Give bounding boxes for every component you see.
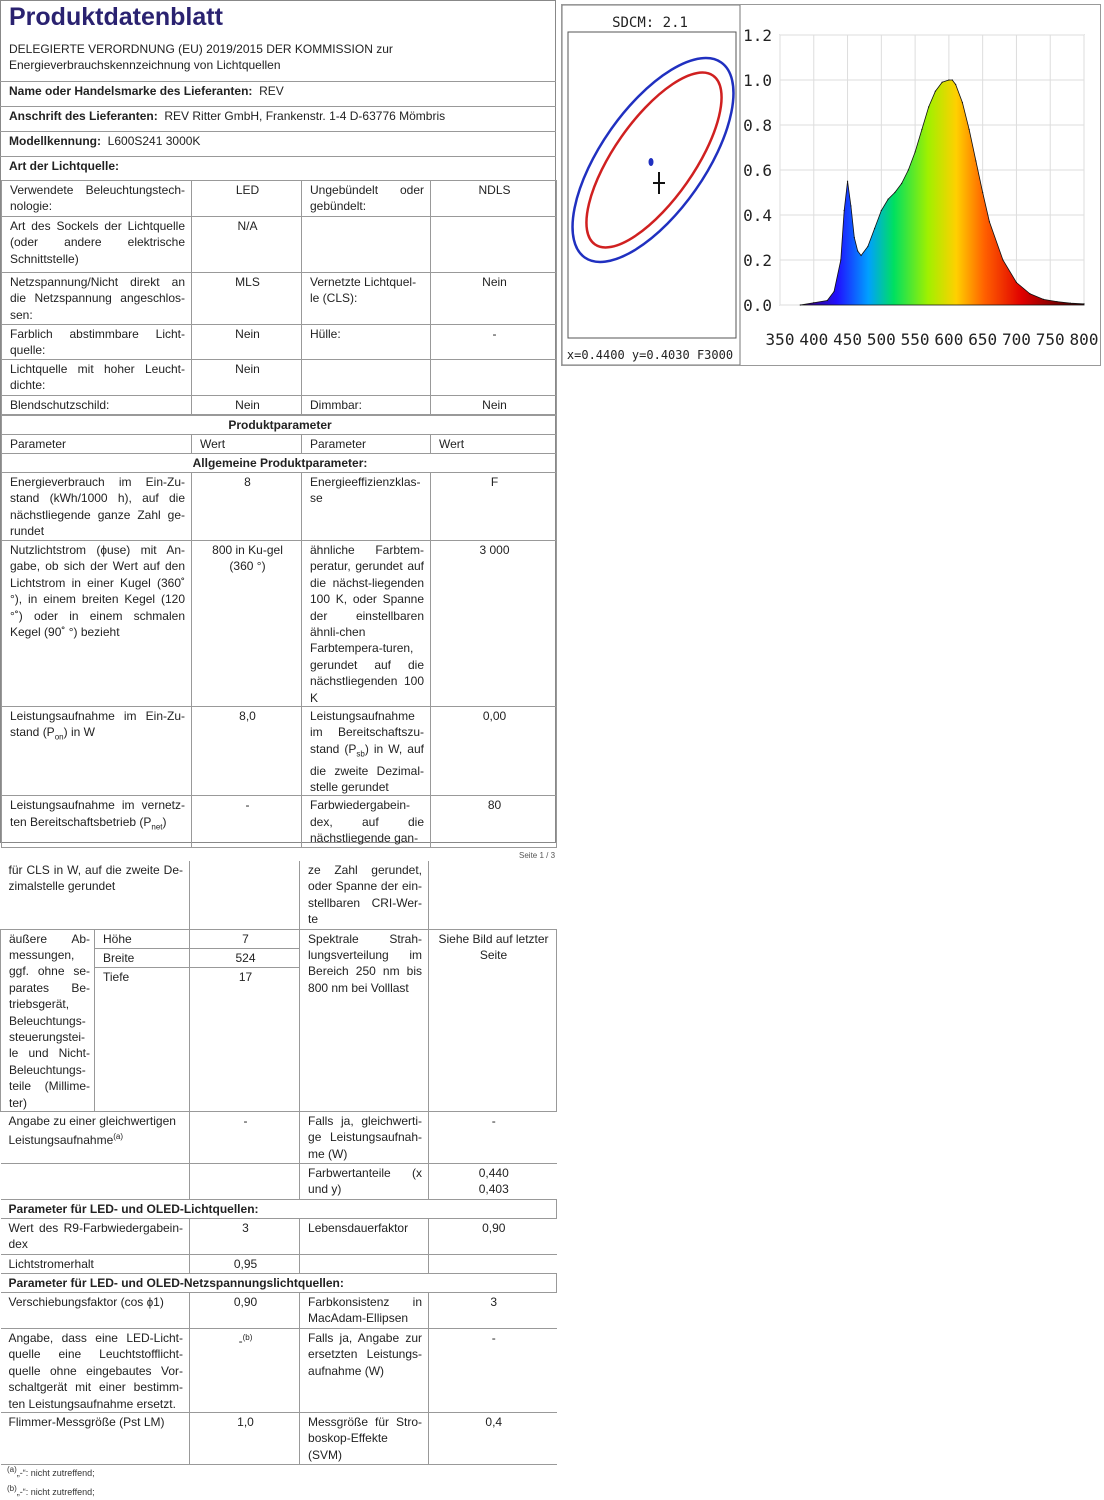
column-header: Wert	[431, 435, 557, 454]
value-cell	[429, 861, 557, 929]
value-cell: Siehe Bild auf letzter Seite	[429, 929, 557, 1111]
value-cell: Nein	[192, 360, 302, 396]
value-cell: -	[190, 1111, 300, 1163]
pnet-text: Leistungsaufnahme im vernetz-ten Bereitschaftsbetrieb (P	[10, 798, 185, 829]
spectrum-point	[867, 246, 868, 247]
param-cell	[2, 796, 192, 847]
spectrum-point	[1056, 301, 1057, 302]
value-cell: Nein	[431, 396, 557, 415]
footnote-mark: (a)	[7, 1465, 17, 1474]
column-header: Parameter	[302, 435, 431, 454]
param-cell: Art des Sockels der Lichtquelle (oder andere elektrische Schnittstelle)	[2, 217, 192, 273]
param-cell: Falls ja, Angabe zur ersetzten Leistungs-aufnahme (W)	[300, 1328, 429, 1412]
table-row	[2, 416, 557, 435]
value-cell: -	[431, 325, 557, 360]
footnote-text: „-“: nicht zutreffend;	[16, 1468, 95, 1478]
value-cell: Nein	[192, 396, 302, 415]
psb-text-2: ) in W, auf die zweite Dezimal-stelle gerundet	[310, 741, 424, 795]
footnote-ref: (b)	[242, 1332, 253, 1342]
value-cell: 0,90	[190, 1292, 300, 1328]
value-cell	[429, 1163, 557, 1199]
x-tick-label: 700	[1001, 330, 1031, 349]
value-cell: -	[192, 796, 302, 847]
value-cell: 8	[192, 473, 302, 541]
spectrum-point	[955, 84, 956, 85]
empty-cell	[190, 1163, 300, 1199]
param-cell: Farbwiedergabein-dex, auf die nächstliegende gan-	[302, 796, 431, 847]
spectrum-point	[908, 169, 909, 170]
dim-value: 524	[190, 948, 300, 967]
chroma-x: 0,440	[478, 1165, 509, 1180]
divider	[0, 81, 556, 82]
param-cell: Blendschutzschild:	[2, 396, 192, 415]
x-tick-label: 450	[833, 330, 863, 349]
param-cell: Wert des R9-Farbwiedergabein-dex	[1, 1218, 190, 1254]
value-cell: 3	[429, 1292, 557, 1328]
regulation-text: DELEGIERTE VERORDNUNG (EU) 2019/2015 DER KOMMISSION zur Energieverbrauchskennzeichnung von Lichtquellen	[9, 42, 393, 73]
param-cell	[2, 707, 192, 796]
spectrum-point	[854, 237, 855, 238]
spectrum-point	[844, 210, 845, 211]
pon-text-2: ) in W	[63, 725, 95, 740]
table-row	[2, 217, 557, 273]
spectrum-point	[800, 304, 801, 305]
divider	[0, 106, 556, 107]
divider	[0, 156, 556, 157]
value-cell: Nein	[192, 325, 302, 360]
spectrum-point	[1029, 293, 1030, 294]
y-tick-label: 1.0	[743, 71, 772, 90]
table-header-row	[2, 435, 557, 454]
product-table	[1, 415, 557, 848]
x-tick-label: 350	[765, 330, 795, 349]
table-row	[2, 541, 557, 707]
param-cell: Messgröße für Stro-boskop-Effekte (SVM)	[300, 1413, 429, 1465]
x-tick-label: 400	[799, 330, 829, 349]
value-cell: F	[431, 473, 557, 541]
page-number: Seite 1 / 3	[519, 851, 556, 860]
footnote-ref: (a)	[113, 1132, 124, 1142]
param-cell	[302, 217, 431, 273]
table-row	[2, 796, 557, 847]
spectrum-point	[1070, 303, 1071, 304]
param-cell: Verschiebungsfaktor (cos ɸ1)	[1, 1292, 190, 1328]
x-tick-label: 500	[866, 330, 896, 349]
pnet-text-2: )	[162, 814, 167, 829]
table-row	[1, 1413, 557, 1465]
spectrum-point	[942, 82, 943, 83]
value-cell: 0,95	[190, 1254, 300, 1273]
section-title: Produktparameter	[2, 416, 557, 435]
param-cell: Verwendete Beleuchtungstech-nologie:	[2, 181, 192, 217]
table-row	[1, 1199, 557, 1218]
footnote-a	[7, 1465, 95, 1478]
pon-sub: on	[54, 732, 64, 742]
spectrum-point	[813, 302, 814, 303]
y-tick-label: 0.4	[743, 206, 772, 225]
value-cell: LED	[192, 181, 302, 217]
sdcm-title: SDCM: 2.1	[612, 15, 688, 31]
spectrum-point	[962, 102, 963, 103]
spectrum-point	[952, 79, 953, 80]
value-cell	[431, 217, 557, 273]
brand-label: Name oder Handelsmarke des Lieferanten:	[9, 84, 253, 98]
param-cell: Energieverbrauch im Ein-Zu-stand (kWh/1000 h), auf die nächstliegende ganze Zahl ge-rundet	[2, 473, 192, 541]
param-cell: Farblich abstimmbare Licht-quelle:	[2, 325, 192, 360]
brand-value: REV	[259, 84, 284, 98]
y-tick-label: 0.0	[743, 296, 772, 315]
column-header: Parameter	[2, 435, 192, 454]
param-cell: Lebensdauerfaktor	[300, 1218, 429, 1254]
param-cell: äußere Ab-messungen, ggf. ohne se-parates Be-triebsgerät, Beleuchtungs-steuerungstei-le und Nicht-Beleuchtungs-teile (Millime-ter)	[1, 929, 95, 1111]
type-label: Art der Lichtquelle:	[9, 159, 120, 173]
table-row	[1, 1111, 557, 1163]
table-row	[1, 929, 557, 948]
footnote-mark: (b)	[7, 1484, 17, 1493]
y-tick-label: 0.6	[743, 161, 772, 180]
spectrum-svg	[562, 5, 1100, 365]
page-title: Produktdatenblatt	[9, 3, 223, 31]
chroma-point	[649, 158, 654, 166]
sdcm-caption: x=0.4400 y=0.4030 F3000	[566, 348, 734, 362]
spectrum-point	[850, 205, 851, 206]
empty-cell	[190, 986, 300, 1111]
dim-label: Breite	[95, 948, 190, 967]
param-cell: Hülle:	[302, 325, 431, 360]
chroma-y: 0,403	[478, 1182, 509, 1197]
spectrum-point	[982, 192, 983, 193]
param-cell: Netzspannung/Nicht direkt an die Netzspannung angeschlos-sen:	[2, 273, 192, 325]
brand-row	[9, 83, 284, 99]
psb-sub: sb	[356, 749, 365, 759]
value-cell: 0,4	[429, 1413, 557, 1465]
table-row	[2, 473, 557, 541]
spectrum-point	[1043, 299, 1044, 300]
footnote-b	[7, 1484, 95, 1497]
param-cell: Nutzlichtstrom (ɸuse) mit An-gabe, ob sich der Wert auf den Lichtstrom in einer Kugel (360˚ °), in einem breiten Kegel (120 °˚) oder in einem schmalen Kegel (90˚ °) bezieht	[2, 541, 192, 707]
address-row	[9, 108, 445, 124]
value-cell: 80	[431, 796, 557, 847]
table-row	[1, 1273, 557, 1292]
param-cell: Vernetzte Lichtquel-le (CLS):	[302, 273, 431, 325]
pnet-sub: net	[151, 822, 163, 832]
column-header: Wert	[192, 435, 302, 454]
param-cell	[302, 360, 431, 396]
psb-text: Leistungsaufnahme im Bereitschaftszu-stand (P	[310, 709, 424, 756]
table-row	[1, 1328, 557, 1412]
table-row	[1, 861, 557, 929]
pon-text: Leistungsaufnahme im Ein-Zu-stand (P	[10, 709, 185, 740]
table-row	[1, 1218, 557, 1254]
x-tick-label: 800	[1069, 330, 1099, 349]
table-row	[2, 325, 557, 360]
spectrum-point	[935, 91, 936, 92]
empty-cell	[300, 1254, 429, 1273]
empty-cell	[95, 986, 190, 1111]
spectrum-point	[948, 79, 949, 80]
x-tick-label: 600	[934, 330, 964, 349]
value-cell: 800 in Ku-gel (360 °)	[192, 541, 302, 707]
spectrum-point	[827, 300, 828, 301]
spectrum-point	[901, 183, 902, 184]
x-tick-label: 650	[968, 330, 998, 349]
param-cell: für CLS in W, auf die zweite De-zimalstelle gerundet	[1, 861, 190, 929]
param-cell: Flimmer-Messgröße (Pst LM)	[1, 1413, 190, 1465]
spectrum-point	[1083, 303, 1084, 304]
section-title: Allgemeine Produktparameter:	[2, 454, 557, 473]
footnote-text: „-“: nicht zutreffend;	[16, 1487, 95, 1497]
spectrum-figure	[561, 4, 1101, 366]
spectrum-point	[887, 199, 888, 200]
section-title: Parameter für LED- und OLED-Lichtquellen:	[1, 1199, 557, 1218]
y-tick-label: 0.2	[743, 251, 772, 270]
param-cell: Dimmbar:	[302, 396, 431, 415]
value-cell: 3 000	[431, 541, 557, 707]
dim-label: Höhe	[95, 929, 190, 948]
dim-value: 7	[190, 929, 300, 948]
param-cell: Farbkonsistenz in MacAdam-Ellipsen	[300, 1292, 429, 1328]
param-cell: Energieeffizienzklas-se	[302, 473, 431, 541]
table-row	[2, 707, 557, 796]
spectrum-point	[857, 250, 858, 251]
value-cell	[190, 861, 300, 929]
spectrum-point	[975, 160, 976, 161]
spectrum-point	[881, 210, 882, 211]
value-cell	[190, 1328, 300, 1412]
y-tick-label: 0.8	[743, 116, 772, 135]
spectrum-point	[847, 181, 848, 182]
table-row	[1, 1254, 557, 1273]
spectrum-point	[840, 259, 841, 260]
repl-value: -	[238, 1333, 243, 1348]
spectrum-point	[894, 192, 895, 193]
table-row	[2, 454, 557, 473]
value-cell: -	[429, 1328, 557, 1412]
param-cell: ähnliche Farbtem-peratur, gerundet auf die nächst-liegenden 100 K, oder Spanne der einstellbaren ähnli-chen Farbtempera-turen, gerundet auf die nächstliegenden 100 K	[302, 541, 431, 707]
param-cell: Farbwertanteile (x und y)	[300, 1163, 429, 1199]
value-cell: Nein	[431, 273, 557, 325]
value-cell: 1,0	[190, 1413, 300, 1465]
param-cell: Falls ja, gleichwerti-ge Leistungsaufnah-me (W)	[300, 1111, 429, 1163]
divider	[0, 131, 556, 132]
param-cell: Angabe, dass eine LED-Licht-quelle eine Leuchtstofflicht-quelle ohne eingebautes Vor-schaltgerät mit einer bestimm-ten Leistungsaufnahme ersetzt.	[1, 1328, 190, 1412]
table-row	[2, 360, 557, 396]
address-value: REV Ritter GmbH, Frankenstr. 1-4 D-63776 Mömbris	[164, 109, 446, 123]
value-cell: 8,0	[192, 707, 302, 796]
spectrum-point	[969, 129, 970, 130]
spectrum-point	[1002, 259, 1003, 260]
value-cell: -	[429, 1111, 557, 1163]
table-row	[2, 396, 557, 415]
equiv-text: Angabe zu einer gleichwertigen Leistungsaufnahme	[8, 1113, 176, 1148]
x-tick-label: 750	[1035, 330, 1065, 349]
spectrum-point	[1016, 282, 1017, 283]
spectrum-point	[860, 255, 861, 256]
spectrum-point	[915, 151, 916, 152]
value-cell: MLS	[192, 273, 302, 325]
value-cell: NDLS	[431, 181, 557, 217]
value-cell: N/A	[192, 217, 302, 273]
spectrum-point	[833, 291, 834, 292]
empty-cell	[1, 1163, 190, 1199]
param-cell: Lichtquelle mit hoher Leucht-dichte:	[2, 360, 192, 396]
value-cell: 0,90	[429, 1218, 557, 1254]
table-row	[1, 1163, 557, 1199]
section-title: Parameter für LED- und OLED-Netzspannungslichtquellen:	[1, 1273, 557, 1292]
value-cell: 0,00	[431, 707, 557, 796]
value-cell: 3	[190, 1218, 300, 1254]
lightsource-table	[1, 180, 557, 415]
model-label: Modellkennung:	[9, 134, 101, 148]
param-cell: ze Zahl gerundet, oder Spanne der ein-stellbaren CRI-Wer-te	[300, 861, 429, 929]
param-cell: Ungebündelt oder gebündelt:	[302, 181, 431, 217]
table-row	[1, 1292, 557, 1328]
spectrum-point	[921, 129, 922, 130]
product-table-continued	[0, 861, 557, 1465]
param-cell: Spektrale Strah-lungsverteilung im Bereich 250 nm bis 800 nm bei Volllast	[300, 929, 429, 1111]
table-row	[2, 273, 557, 325]
address-label: Anschrift des Lieferanten:	[9, 109, 158, 123]
param-cell	[302, 707, 431, 796]
y-tick-label: 1.2	[743, 26, 772, 45]
spectrum-point	[928, 106, 929, 107]
spectrum-point	[874, 228, 875, 229]
model-value: L600S241 3000K	[107, 134, 201, 148]
dim-label: Tiefe	[95, 967, 190, 986]
x-tick-label: 550	[900, 330, 930, 349]
spectrum-plot	[743, 26, 1098, 349]
value-cell	[431, 360, 557, 396]
spectrum-point	[989, 221, 990, 222]
param-cell	[1, 1111, 190, 1163]
model-row	[9, 133, 200, 149]
dim-value: 17	[190, 967, 300, 986]
param-cell: Lichtstromerhalt	[1, 1254, 190, 1273]
empty-cell	[429, 1254, 557, 1273]
table-row	[2, 181, 557, 217]
